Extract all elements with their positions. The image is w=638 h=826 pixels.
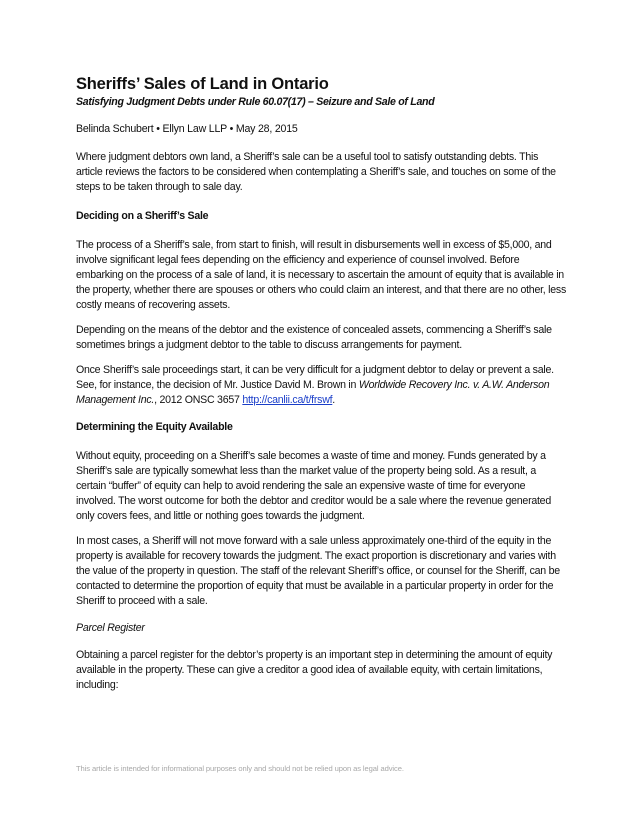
byline: Belinda Schubert • Ellyn Law LLP • May 28, 2015 xyxy=(76,123,298,135)
paragraph-means: Depending on the means of the debtor and the existence of concealed assets, commencing a Sheriff’s sale sometimes brings a judgment debtor to the table to discuss arrangements for payment. xyxy=(76,324,552,351)
paragraph-most-cases: In most cases, a Sheriff will not move forward with a sale unless approximately one-third of the equity in the property is available for recovery towards the judgment. The exact proportion is discretionary and varies with the value of the property in question. The staff of the relevant Sheriff’s office, or counsel for the Sheriff, can be contacted to determine the proportion of equity that must be available in a particular property in order for the Sheriff to proceed with a sale. xyxy=(76,535,560,607)
paragraph-parcel-register: Obtaining a parcel register for the debtor’s property is an important step in determining the amount of equity available in the property. These can give a creditor a good idea of available equity, with certain limitations, including: xyxy=(76,649,553,691)
footer-disclaimer: This article is intended for informational purposes only and should not be relied upon as legal advice. xyxy=(76,764,404,773)
document-title: Sheriffs’ Sales of Land in Ontario xyxy=(76,75,329,93)
subsection-heading-parcel: Parcel Register xyxy=(76,622,145,634)
citation-number: , 2012 ONSC 3657 xyxy=(154,394,243,406)
paragraph-end: . xyxy=(332,394,335,406)
intro-paragraph: Where judgment debtors own land, a Sheriff’s sale can be a useful tool to satisfy outstanding debts. This article reviews the factors to be considered when contemplating a Sheriff’s sale, and touches on some of the steps to be taken through to sale day. xyxy=(76,151,556,193)
document-page xyxy=(76,74,566,693)
paragraph-proceedings-text: Once Sheriff’s sale proceedings start, it can be very difficult for a judgment debtor to delay or prevent a sale. See, for instance, the decision of Mr. Justice David M. Brown in xyxy=(76,364,554,391)
paragraph-proceedings xyxy=(76,363,566,408)
case-citation: Worldwide Recovery Inc. v. A.W. Anderson Management Inc. xyxy=(76,379,550,406)
section-heading-deciding: Deciding on a Sheriff’s Sale xyxy=(76,210,209,222)
canlii-link[interactable]: http://canlii.ca/t/frswf xyxy=(242,394,333,406)
document-subtitle: Satisfying Judgment Debts under Rule 60.07(17) – Seizure and Sale of Land xyxy=(76,96,435,108)
paragraph-without-equity: Without equity, proceeding on a Sheriff’s sale becomes a waste of time and money. Funds generated by a Sheriff’s sale are typically somewhat less than the market value of the property being sold. As a result, a certain “buffer” of equity can help to avoid rendering the sale an expensive waste of time for everyone involved. The worst outcome for both the debtor and creditor would be a sale where the revenue generated only covers fees, and little or nothing goes towards the judgment. xyxy=(76,450,551,522)
paragraph-process: The process of a Sheriff’s sale, from start to finish, will result in disbursements well in excess of $5,000, and involve significant legal fees depending on the efficiency and experience of counsel involved. Before embarking on the process of a sale of land, it is necessary to ascertain the amount of equity that is available in the property, whether there are spouses or others who could claim an interest, and that there are no other, less costly means of recovering assets. xyxy=(76,239,567,311)
section-heading-equity: Determining the Equity Available xyxy=(76,421,233,433)
